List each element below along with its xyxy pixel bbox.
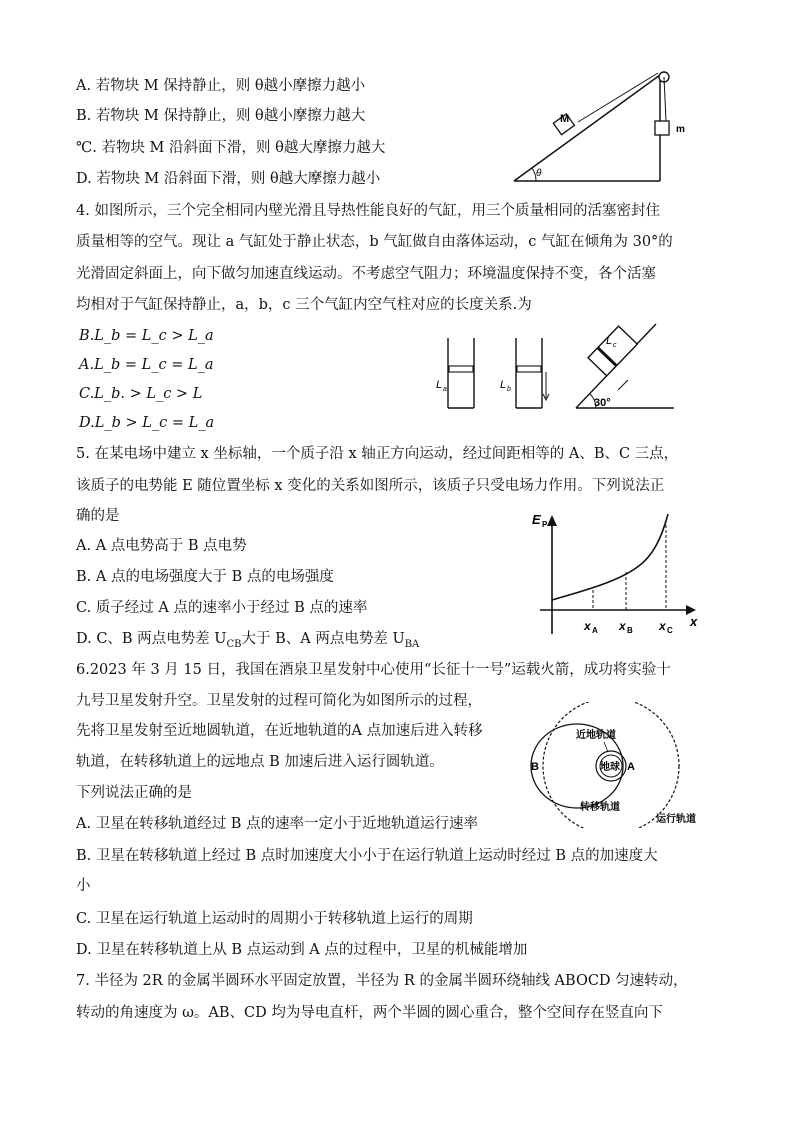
point-a-label: A	[627, 761, 635, 773]
piston-b	[517, 366, 541, 372]
q4-option-a: A.L_b = L_c = L_a	[79, 357, 214, 373]
label-theta: θ	[536, 168, 542, 179]
q6-option-d: D. 卫星在转移轨道上从 B 点运动到 A 点的过程中，卫星的机械能增加	[76, 942, 528, 958]
piston-a	[449, 366, 473, 372]
q5-line-3: 确的是	[76, 508, 120, 524]
q4-line-2: 质量相等的空气。现让 a 气缸处于静止状态，b 气缸做自由落体运动，c 气缸在倾角为 30°的	[76, 234, 673, 250]
ep-curve	[552, 514, 668, 600]
q6-option-b-cont: 小	[76, 878, 91, 894]
q5-line-1: 5. 在某电场中建立 x 坐标轴，一个质子沿 x 轴正方向运动，经过间距相等的 A、B、C 三点，	[76, 446, 679, 462]
block-m	[655, 121, 669, 135]
svg-text:L: L	[436, 379, 443, 391]
q5-option-b: B. A 点的电场强度大于 B 点的电场强度	[76, 569, 334, 585]
svg-text:b: b	[507, 386, 511, 393]
q4-option-c: C.L_b. > L_c > L	[79, 386, 203, 402]
orbit-figure	[530, 702, 720, 828]
q3-option-a: A. 若物块 M 保持静止，则 θ越小摩擦力越小	[76, 78, 366, 94]
q4-option-b: B.L_b = L_c > L_a	[79, 328, 214, 344]
q5-option-c: C. 质子经过 A 点的速率小于经过 B 点的速率	[76, 600, 368, 616]
svg-text:L: L	[606, 335, 613, 347]
svg-text:x: x	[584, 619, 591, 633]
q4-line-1: 4. 如图所示，三个完全相同内壁光滑且导热性能良好的气缸，用三个质量相同的活塞密封住	[76, 203, 660, 219]
q6-line-3: 先将卫星发射至近地圆轨道，在近地轨道的A 点加速后进入转移	[76, 723, 483, 739]
q6-line-1: 6.2023 年 3 月 15 日，我国在酒泉卫星发射中心使用“长征十一号”运载火箭，成功将实验十	[76, 662, 671, 678]
q6-option-a: A. 卫星在转移轨道经过 B 点的速率一定小于近地轨道运行速率	[76, 816, 479, 832]
svg-text:近地轨道: 近地轨道	[576, 730, 616, 741]
q6-line-4: 轨道，在转移轨道上的远地点 B 加速后进入运行圆轨道。	[76, 754, 444, 770]
label-m: m	[676, 124, 685, 135]
incline-slope	[514, 75, 660, 181]
q7-line-1: 7. 半径为 2R 的金属半圆环水平固定放置，半径为 R 的金属半圆环绕轴线 ABOCD 匀速转动，	[76, 973, 688, 989]
q3-option-b: B. 若物块 M 保持静止，则 θ越小摩擦力越大	[76, 108, 366, 124]
q7-line-2: 转动的角速度为 ω。AB、CD 均为导电直杆，两个半圆的圆心重合，整个空间存在竖直向下	[76, 1005, 663, 1021]
q3-option-d: D. 若物块 M 沿斜面下滑，则 θ越大摩擦力越小	[76, 171, 381, 187]
q6-option-b: B. 卫星在转移轨道上经过 B 点时加速度大小小于在运行轨道上运动时经过 B 点的加速度大	[76, 848, 658, 864]
svg-text:B: B	[627, 626, 633, 635]
svg-text:P: P	[542, 520, 548, 529]
incline-pulley-figure	[508, 64, 708, 188]
svg-text:L: L	[500, 379, 507, 391]
svg-text:转移轨道: 转移轨道	[580, 802, 620, 813]
angle-30: 30°	[594, 397, 611, 409]
q5-option-a: A. A 点电势高于 B 点电势	[76, 538, 247, 554]
q3-option-c: ℃. 若物块 M 沿斜面下滑，则 θ越大摩擦力越大	[76, 140, 386, 156]
cylinders-figure	[428, 322, 678, 414]
q4-option-d: D.L_b > L_c = L_a	[79, 415, 215, 431]
svg-text:A: A	[592, 626, 598, 635]
svg-text:地球: 地球	[600, 762, 620, 773]
svg-text:E: E	[532, 512, 541, 527]
q6-line-2: 九号卫星发射升空。卫星发射的过程可简化为如图所示的过程，	[76, 693, 482, 709]
svg-text:c: c	[613, 342, 617, 349]
svg-text:x: x	[690, 614, 698, 629]
point-b-label: B	[531, 761, 539, 773]
q4-line-4: 均相对于气缸保持静止，a，b，c 三个气缸内空气柱对应的长度关系.为	[76, 297, 532, 313]
svg-text:x: x	[659, 619, 666, 633]
svg-text:C: C	[667, 626, 673, 635]
q5-option-d: D. C、B 两点电势差 $U_{CB}$大于 B、A 两点电势差 $U_{BA}$	[76, 631, 420, 650]
q6-line-5: 下列说法正确的是	[76, 785, 192, 801]
q6-option-c: C. 卫星在运行轨道上运动时的周期小于转移轨道上运行的周期	[76, 911, 473, 927]
label-M: M	[560, 113, 570, 125]
q5-line-2: 该质子的电势能 E 随位置坐标 x 变化的关系如图所示，该质子只受电场力作用。下列说法正	[76, 478, 665, 494]
cylinder-c	[588, 326, 637, 376]
svg-text:x: x	[619, 619, 626, 633]
q4-line-3: 光滑固定斜面上，向下做匀加速直线运动。不考虑空气阻力；环境温度保持不变，各个活塞	[76, 266, 656, 282]
svg-text:a: a	[443, 386, 447, 393]
svg-text:运行轨道: 运行轨道	[656, 814, 696, 825]
potential-energy-graph	[526, 506, 706, 642]
